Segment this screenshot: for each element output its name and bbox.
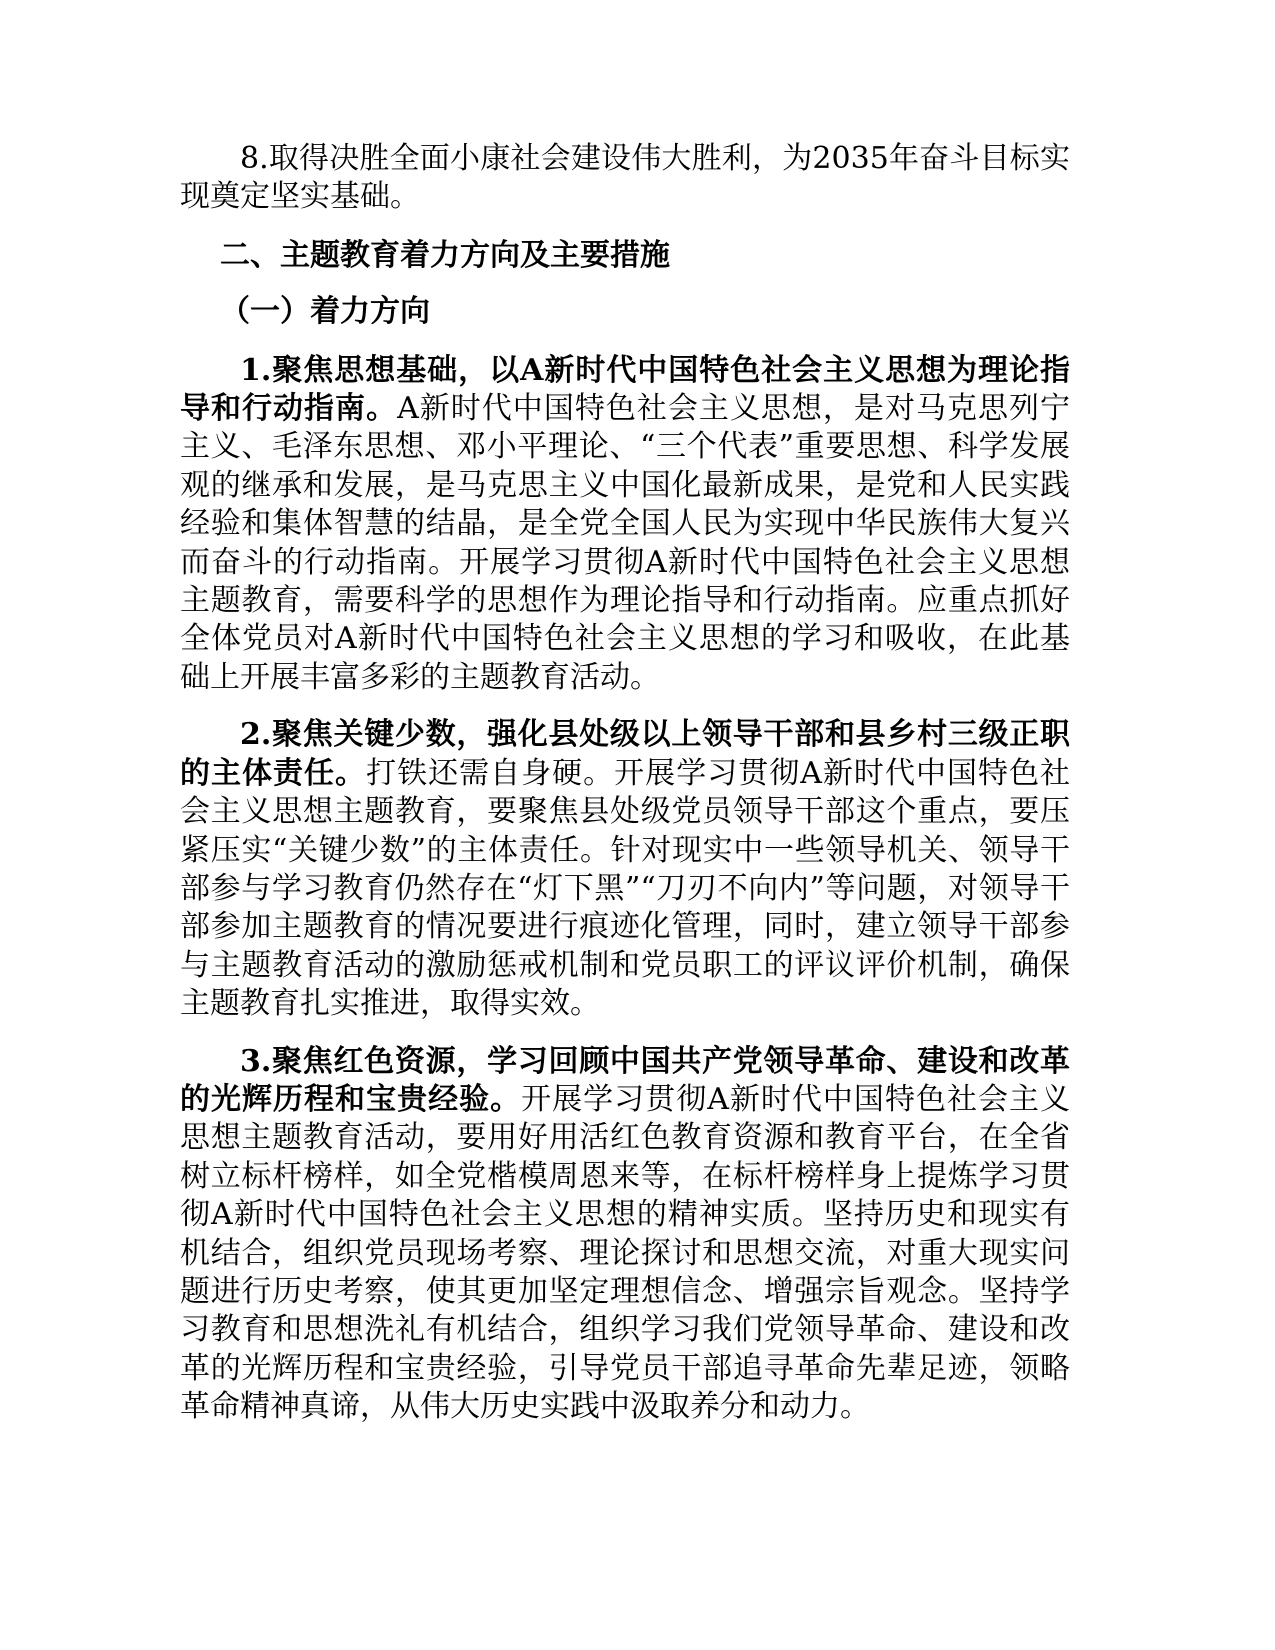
- item-3-body: 开展学习贯彻A新时代中国特色社会主义思想主题教育活动，要用好用活红色教育资源和教育平台，在全省树立标杆榜样，如全党楷模周恩来等，在标杆榜样身上提炼学习贯彻A新时代中国特色社会主义思想的精神实质。坚持历史和现实有机结合，组织党员现场考察、理论探讨和思想交流，对重大现实问题进行历史考察，使其更加坚定理想信念、增强宗旨观念。坚持学习教育和思想洗礼有机结合，组织学习我们党领导革命、建设和改革的光辉历程和宝贵经验，引导党员干部追寻革命先辈足迹，领略革命精神真谛，从伟大历史实践中汲取养分和动力。: [180, 1081, 1071, 1425]
- item-2-lead: 2.聚焦关键少数，强化县处级以上领导干部和县乡村三级正职的主体责任。: [180, 717, 1070, 791]
- document-body: [180, 140, 1070, 1427]
- item-2-body: 打铁还需自身硬。开展学习贯彻A新时代中国特色社会主义思想主题教育，要聚焦县处级党员领导干部这个重点，要压紧压实“关键少数”的主体责任。针对现实中一些领导机关、领导干部参与学习教育仍然存在“灯下黑”“刀刃不向内”等问题，对领导干部参加主题教育的情况要进行痕迹化管理，同时，建立领导干部参与主题教育活动的激励惩戒机制和党员职工的评议评价机制，确保主题教育扎实推进，取得实效。: [180, 755, 1071, 1022]
- paragraph-item-8: 8.取得决胜全面小康社会建设伟大胜利，为2035年奋斗目标实现奠定坚实基础。: [180, 141, 1070, 215]
- item-1-lead: 1.聚焦思想基础，以A新时代中国特色社会主义思想为理论指导和行动指南。: [180, 352, 1070, 427]
- paragraph-item-1: [180, 352, 1070, 698]
- section-heading: 二、主题教育着力方向及主要措施: [220, 237, 670, 273]
- paragraph-item-3: [180, 1043, 1070, 1427]
- item-1-body: A新时代中国特色社会主义思想，是对马克思列宁主义、毛泽东思想、邓小平理论、“三个代表”重要思想、科学发展观的继承和发展，是马克思主义中国化最新成果，是党和人民实践经验和集体智慧的结晶，是全党全国人民为实现中华民族伟大复兴而奋斗的行动指南。开展学习贯彻A新时代中国特色社会主义思想主题教育，需要科学的思想作为理论指导和行动指南。应重点抓好全体党员对A新时代中国特色社会主义思想的学习和吸收，在此基础上开展丰富多彩的主题教育活动。: [180, 391, 1071, 695]
- paragraph-item-2: [180, 716, 1070, 1023]
- item-3-lead: 3.聚焦红色资源，学习回顾中国共产党领导革命、建设和改革的光辉历程和宝贵经验。: [180, 1043, 1070, 1117]
- subsection-heading: （一）着力方向: [220, 294, 430, 330]
